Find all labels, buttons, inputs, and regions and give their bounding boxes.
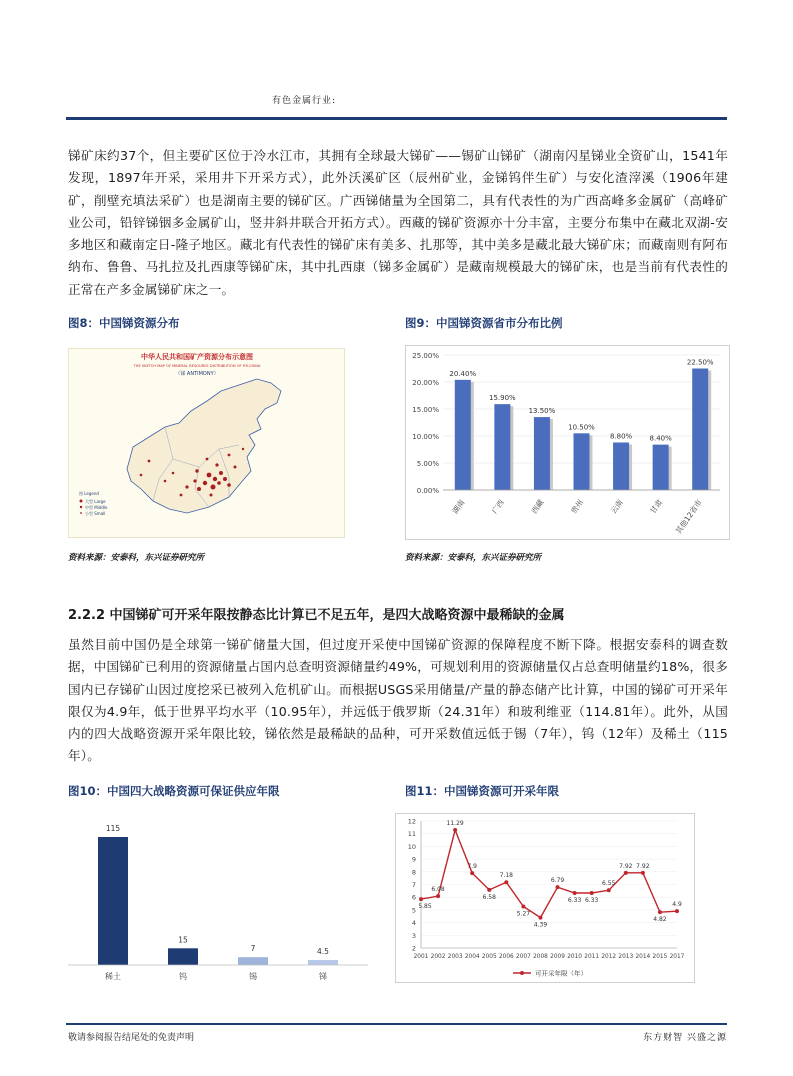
x-tick-label: 2003 xyxy=(447,954,463,960)
x-tick-label: 2001 xyxy=(413,954,429,960)
x-tick-label: 锡 xyxy=(249,972,257,981)
y-tick-label: 15.00% xyxy=(412,406,439,414)
x-tick-label: 贵州 xyxy=(569,497,586,516)
y-tick-label: 10.00% xyxy=(412,433,439,441)
x-tick-label: 2008 xyxy=(533,954,548,960)
province-share-bar-chart xyxy=(405,345,730,540)
data-label: 6.33 xyxy=(567,897,582,905)
fig8-source: 资料来源：安泰科，东兴证券研究所 xyxy=(68,553,205,563)
map-legend xyxy=(79,490,108,516)
y-tick-label: 25.00% xyxy=(412,352,439,360)
data-label: 7.18 xyxy=(499,872,514,880)
antimony-distribution-map xyxy=(68,348,345,538)
data-point xyxy=(556,885,560,889)
data-label: 115 xyxy=(105,824,121,833)
footer-disclaimer: 敬请参阅报告结尾处的免责声明 xyxy=(68,1033,195,1043)
x-tick-label: 2007 xyxy=(516,954,531,960)
data-point xyxy=(453,828,457,832)
map-mineral: （锑 ANTIMONY） xyxy=(175,371,219,377)
bar-湖南 xyxy=(455,380,471,490)
y-tick-label: 8 xyxy=(411,868,416,877)
y-tick-label: 12 xyxy=(407,817,416,826)
bar-广西 xyxy=(494,404,510,490)
x-tick-label: 2006 xyxy=(498,954,514,960)
data-label: 7.9 xyxy=(467,863,477,871)
data-point xyxy=(641,871,645,875)
data-label: 6.55 xyxy=(602,880,616,888)
bar-西藏 xyxy=(534,417,550,490)
x-tick-label: 2017 xyxy=(669,954,685,960)
data-point xyxy=(504,880,508,884)
x-tick-label: 2004 xyxy=(464,954,480,960)
y-tick-label: 6 xyxy=(411,893,416,902)
y-tick-label: 20.00% xyxy=(412,379,439,387)
x-tick-label: 其他12省市 xyxy=(673,497,704,536)
data-point xyxy=(573,891,577,895)
header-rule xyxy=(66,117,727,120)
bar-甘肃 xyxy=(653,445,669,490)
strategic-resources-bar-chart xyxy=(68,815,368,990)
data-point xyxy=(658,910,662,914)
data-point xyxy=(607,888,611,892)
map-svg xyxy=(69,349,345,538)
x-tick-label: 广西 xyxy=(490,497,506,516)
x-tick-label: 甘肃 xyxy=(648,497,665,516)
map-title: 中华人民共和国矿产资源分布示意图 xyxy=(141,353,253,361)
x-tick-label: 2015 xyxy=(652,954,668,960)
legend-marker xyxy=(520,971,524,975)
data-label: 8.40% xyxy=(649,434,672,443)
data-label: 8.80% xyxy=(609,432,633,441)
data-label: 7.92 xyxy=(619,862,633,870)
x-tick-label: 2002 xyxy=(430,954,446,960)
x-tick-label: 锑 xyxy=(319,972,327,981)
x-tick-label: 钨 xyxy=(179,972,187,981)
data-label: 10.50% xyxy=(568,423,595,432)
data-label: 6.08 xyxy=(431,886,445,894)
footer-rule xyxy=(66,1023,727,1025)
svg-text:中型 Middle: 中型 Middle xyxy=(85,505,108,510)
x-tick-label: 稀土 xyxy=(105,972,121,981)
x-tick-label: 2009 xyxy=(550,954,565,960)
data-label: 20.40% xyxy=(449,369,477,378)
bar-钨 xyxy=(168,948,198,965)
fig10-title: 图10：中国四大战略资源可保证供应年限 xyxy=(68,784,280,798)
data-point xyxy=(624,871,628,875)
fig9-title: 图9：中国锑资源省市分布比例 xyxy=(405,316,563,330)
data-point xyxy=(521,904,525,908)
fig11-title: 图11：中国锑资源可开采年限 xyxy=(405,784,560,798)
data-label: 13.50% xyxy=(528,407,556,416)
data-point xyxy=(419,897,423,901)
data-label: 7 xyxy=(250,944,256,954)
fig9-source: 资料来源：安泰科，东兴证券研究所 xyxy=(405,553,542,563)
data-label: 7.92 xyxy=(636,862,650,870)
data-label: 4.39 xyxy=(533,921,548,929)
y-tick-label: 2 xyxy=(411,944,416,953)
data-label: 5.85 xyxy=(418,903,432,911)
data-label: 4.9 xyxy=(672,901,682,909)
bar-云南 xyxy=(613,442,629,490)
data-label: 15.90% xyxy=(489,394,516,403)
data-point xyxy=(675,909,679,913)
data-label: 6.58 xyxy=(482,893,496,901)
china-outline xyxy=(127,379,281,513)
y-tick-label: 9 xyxy=(411,855,416,864)
legend-label: 可开采年限（年） xyxy=(535,969,587,978)
x-tick-label: 2010 xyxy=(567,954,582,960)
data-point xyxy=(487,888,491,892)
data-label: 6.79 xyxy=(550,877,565,885)
data-label: 11.29 xyxy=(446,820,464,828)
bar-锡 xyxy=(238,957,268,965)
y-tick-label: 5 xyxy=(411,906,416,915)
svg-text:大型 Large: 大型 Large xyxy=(85,499,106,504)
y-tick-label: 4 xyxy=(411,919,416,928)
bar-稀土 xyxy=(98,837,128,965)
y-tick-label: 3 xyxy=(411,931,416,940)
x-tick-label: 2011 xyxy=(584,954,600,960)
bar-锑 xyxy=(308,960,338,965)
data-label: 4.82 xyxy=(653,916,667,924)
fig8-title: 图8：中国锑资源分布 xyxy=(68,316,180,330)
x-tick-label: 2012 xyxy=(601,954,617,960)
footer-slogan: 东方财智 兴盛之源 xyxy=(643,1033,727,1043)
svg-text:图 Legend: 图 Legend xyxy=(79,491,99,496)
mining-years-line-chart xyxy=(395,813,695,983)
bar-贵州 xyxy=(574,433,590,490)
x-tick-label: 西藏 xyxy=(529,497,546,516)
x-tick-label: 云南 xyxy=(608,497,625,516)
x-tick-label: 2013 xyxy=(618,954,634,960)
y-tick-label: 0.00% xyxy=(416,487,439,495)
header-title: 有色金属行业: xyxy=(272,96,337,106)
x-tick-label: 2014 xyxy=(635,954,651,960)
paragraph-mining-years: 虽然目前中国仍是全球第一锑矿储量大国，但过度开采使中国锑矿资源的保障程度不断下降。根据安泰科的调查数据，中国锑矿已利用的资源储量占国内总查明资源储量约49%，可规划利用的资源储量仅占总查明储量约18%，很多国内已存锑矿山因过度挖采已被列入危机矿山。而根据USGS采用储量/产量的静态储产比计算，中国的锑矿可开采年限仅为4.9年，低于世界平均水平（10.95年），并远低于俄罗斯（24.31年）和玻利维亚（114.81年）。此外，从国内的四大战略资源开采年限比较，锑依然是最稀缺的品种，可开采数值远低于锡（7年），钨（12年）及稀土（115年）。 xyxy=(68,637,728,764)
data-label: 22.50% xyxy=(686,358,714,367)
y-tick-label: 7 xyxy=(411,881,416,889)
x-tick-label: 2005 xyxy=(481,954,497,960)
paragraph-antimony-deposits: 锑矿床约37个，但主要矿区位于冷水江市，其拥有全球最大锑矿——锡矿山锑矿（湖南闪星锑业全资矿山，1541年发现，1897年开采，采用井下开采方式），此外沃溪矿区（辰州矿业，金锑钨伴生矿）与安化渣滓溪（1906年建矿，削壁充填法采矿）也是湖南主要的锑矿区。广西锑储量为全国第二，具有代表性的为广西高峰多金属矿（高峰矿业公司，铅锌锑铟多金属矿山，竖井斜井联合开拓方式）。西藏的锑矿资源亦十分丰富，主要分布集中在藏北双湖-安多地区和藏南定日-隆子地区。藏北有代表性的锑矿床有美多、扎那等，其中美多是藏北最大锑矿床；而藏南则有阿布纳布、鲁鲁、马扎拉及扎西康等锑矿床，其中扎西康（锑多金属矿）是藏南规模最大的锑矿床，也是当前有代表性的正常在产多金属锑矿床之一。 xyxy=(68,148,728,297)
data-label: 5.27 xyxy=(516,910,531,918)
bar-其他12省市 xyxy=(692,369,708,491)
map-subtitle: THE SKETCH MAP OF MINERAL RESOURCE DISTRIBUTION OF P.R.CHINA xyxy=(133,364,261,368)
data-point xyxy=(538,916,542,920)
x-tick-label: 湖南 xyxy=(450,497,467,516)
data-label: 4.5 xyxy=(317,946,329,956)
y-tick-label: 11 xyxy=(407,830,416,839)
data-label: 6.33 xyxy=(584,897,599,905)
data-point xyxy=(436,894,440,898)
data-point xyxy=(590,891,594,895)
y-tick-label: 10 xyxy=(407,842,416,851)
data-label: 15 xyxy=(178,935,188,945)
svg-text:小型 Small: 小型 Small xyxy=(85,511,106,516)
data-point xyxy=(470,871,474,875)
y-tick-label: 5.00% xyxy=(416,460,439,468)
section-title: 2.2.2 中国锑矿可开采年限按静态比计算已不足五年，是四大战略资源中最稀缺的金属 xyxy=(68,608,565,623)
